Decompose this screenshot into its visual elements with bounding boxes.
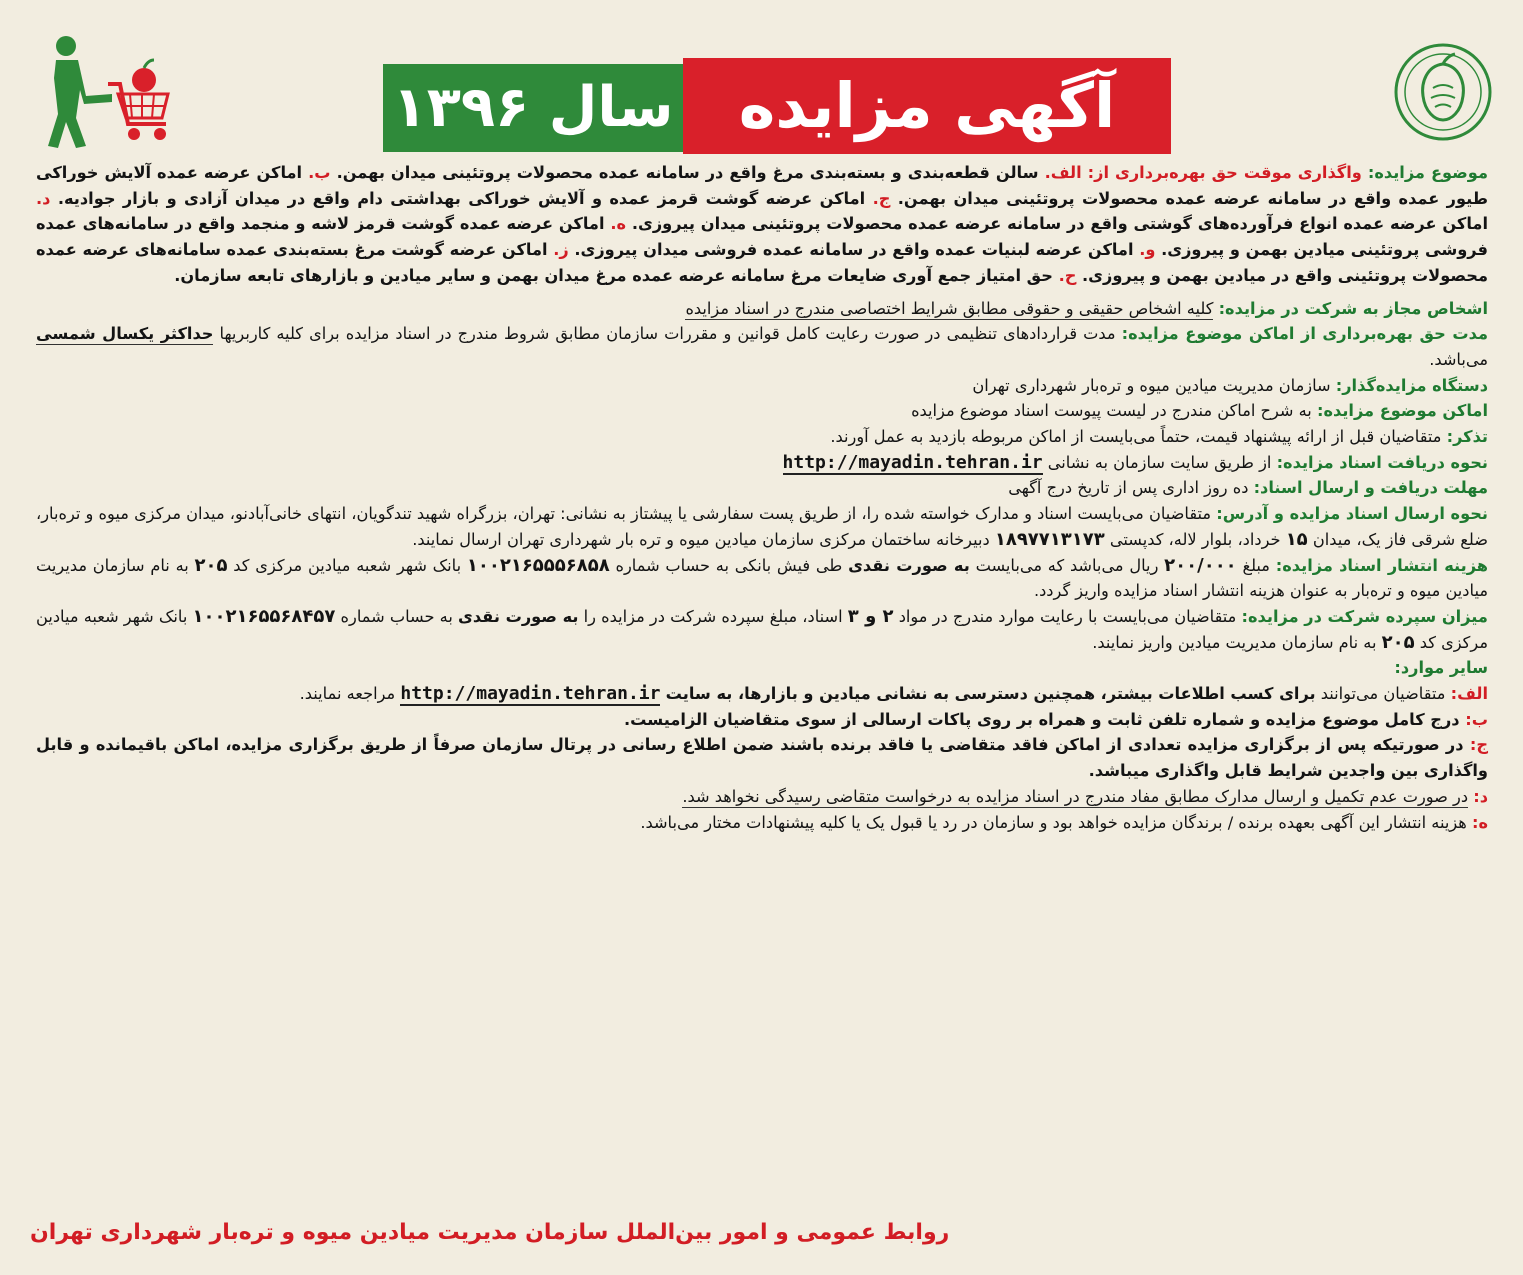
- other-item-b: ب: درج کامل موضوع مزایده و شماره تلفن ثابت و همراه بر روی پاکات ارسالی از سوی متقاضیان الزامیست.: [624, 709, 1488, 729]
- other-heading: سایر موارد:: [1394, 658, 1488, 678]
- website-link[interactable]: http://mayadin.tehran.ir: [782, 451, 1043, 473]
- duration-paragraph: مدت حق بهره‌برداری از اماکن موضوع مزایده: مدت قراردادهای تنظیمی در صورت رعایت کامل قوانین و مقررات سازمان مطابق شروط مندرج در اسناد مزایده برای کلیه کاربریها حداکثر یکسال شمسی می‌باشد.: [36, 324, 1488, 369]
- notice-title: آگهی مزایده: [683, 58, 1171, 154]
- postal-code: ۱۸۹۷۷۱۳۱۷۳: [994, 528, 1105, 550]
- reminder-paragraph: تذکر: متقاضیان قبل از ارائه پیشنهاد قیمت، حتماً می‌بایست از اماکن مربوطه بازدید به عمل آورند.: [830, 427, 1488, 447]
- eligible-paragraph: اشخاص مجاز به شرکت در مزایده: کلیه اشخاص حقیقی و حقوقی مطابق شرایط اختصاصی مندرج در اسناد مزایده: [685, 298, 1488, 318]
- footer-signature: روابط عمومی و امور بین‌الملل سازمان مدیریت میادین میوه و تره‌بار شهرداری تهران: [30, 1220, 950, 1245]
- send-paragraph: نحوه ارسال اسناد مزایده و آدرس: متقاضیان می‌بایست اسناد و مدارک خواسته شده را، از طریق پست سفارشی یا پیشتاز به نشانی: تهران، بزرگراه شهید تندگویان، انتهای خانی‌آبادنو، میدان مرکزی میوه و تره‌بار، ضلع شرقی فاز یک، میدان ۱۵ خرداد، بلوار لاله، کدپستی ۱۸۹۷۷۱۳۱۷۳ دبیرخانه ساختمان مرکزی سازمان میادین میوه و تره بار شهرداری تهران ارسال نمایند.: [36, 504, 1489, 550]
- other-item-e: ه: هزینه انتشار این آگهی بعهده برنده / برندگان مزایده خواهد بود و سازمان در رد یا قبول یک یا کلیه پیشنهادات مختار می‌باشد.: [640, 812, 1488, 832]
- notice-header: [0, 20, 1523, 145]
- other-item-a: الف: متقاضیان می‌توانند برای کسب اطلاعات بیشتر، همچنین دسترسی به نشانی میادین و بازارها، به سایت http://mayadin.tehran.ir مراجعه نمایند.: [299, 683, 1488, 705]
- website-link-2[interactable]: http://mayadin.tehran.ir: [400, 683, 661, 705]
- organizer-paragraph: دستگاه مزایده‌گذار: سازمان مدیریت میادین میوه و تره‌بار شهرداری تهران: [972, 375, 1488, 395]
- notice-body: [36, 160, 1488, 835]
- other-item-c: ج: در صورتیکه پس از برگزاری مزایده تعدادی از اماکن فاقد متقاضی یا فاقد برنده باشند ضمن اطلاع رسانی در پرتال سازمان صرفاً از طریق برگزاری مزایده، اماکن باقیمانده و قابل واگذاری بین واجدین شرایط قابل واگذاری میباشد.: [36, 735, 1489, 781]
- places-paragraph: اماکن موضوع مزایده: به شرح اماکن مندرج در لیست پیوست اسناد موضوع مزایده: [911, 401, 1488, 421]
- cost-paragraph: هزینه انتشار اسناد مزایده: مبلغ ۲۰۰/۰۰۰ ریال می‌باشد که می‌بایست به صورت نقدی طی فیش بانکی به حساب شماره ۱۰۰۲۱۶۵۵۵۶۸۵۸ بانک شهر شعبه میادین مرکزی کد ۲۰۵ به نام سازمان مدیریت میادین میوه و تره‌بار به عنوان هزینه انتشار اسناد مزایده واریز گردد.: [36, 554, 1488, 601]
- other-item-d: د: در صورت عدم تکمیل و ارسال مدارک مطابق مفاد مندرج در اسناد مزایده به درخواست متقاضی رسیدگی نخواهد شد.: [682, 786, 1488, 806]
- subject-paragraph: موضوع مزایده: واگذاری موقت حق بهره‌برداری از: الف. سالن قطعه‌بندی و بسته‌بندی مرغ واقع در سامانه عمده محصولات پروتئینی میدان بهمن. ب. اماکن عرضه عمده آلایش خوراکی طیور عمده واقع در سامانه عرضه عمده محصولات پروتئینی میدان بهمن. ج. اماکن عرضه گوشت قرمز عمده و آلایش خوراکی بهداشتی دام واقع در میدان آزادی و بازار جوادیه. د. اماکن عرضه عمده انواع فرآورده‌های گوشتی واقع در سامانه عرضه عمده محصولات پروتئینی میدان پیروزی. ه. اماکن عرضه عمده گوشت قرمز لاشه و منجمد واقع در سامانه‌های عمده فروشی پروتئینی میادین بهمن و پیروزی. و. اماکن عرضه لبنیات عمده واقع در سامانه عمده فروشی میدان پیروزی. ز. اماکن عرضه گوشت مرغ بسته‌بندی عمده سامانه‌های عرضه عمده محصولات پروتئینی واقع در میادین بهمن و پیروزی. ح. حق امتیاز جمع آوری ضایعات مرغ سامانه عرضه عمده مرغ میدان بهمن و سایر میادین و بازارهای تابعه سازمان.: [36, 163, 1489, 285]
- deposit-account-number: ۱۰۰۲۱۶۵۵۶۸۴۵۷: [192, 605, 336, 627]
- shopping-cart-icon: [34, 34, 174, 152]
- notice-year: سال ۱۳۹۶: [383, 64, 683, 152]
- deadline-paragraph: مهلت دریافت و ارسال اسناد: ده روز اداری پس از تاریخ درج آگهی: [1008, 478, 1488, 498]
- receive-paragraph: نحوه دریافت اسناد مزایده: از طریق سایت سازمان به نشانی http://mayadin.tehran.ir: [782, 451, 1488, 473]
- organization-logo-icon: [1393, 42, 1493, 142]
- deposit-paragraph: میزان سپرده شرکت در مزایده: متقاضیان می‌بایست با رعایت موارد مندرج در مواد ۲ و ۳ اسناد، مبلغ سپرده شرکت در مزایده را به صورت نقدی به حساب شماره ۱۰۰۲۱۶۵۵۶۸۴۵۷ بانک شهر شعبه میادین مرکزی کد ۲۰۵ به نام سازمان مدیریت میادین واریز نمایند.: [36, 605, 1488, 653]
- cost-account-number: ۱۰۰۲۱۶۵۵۵۶۸۵۸: [466, 554, 610, 576]
